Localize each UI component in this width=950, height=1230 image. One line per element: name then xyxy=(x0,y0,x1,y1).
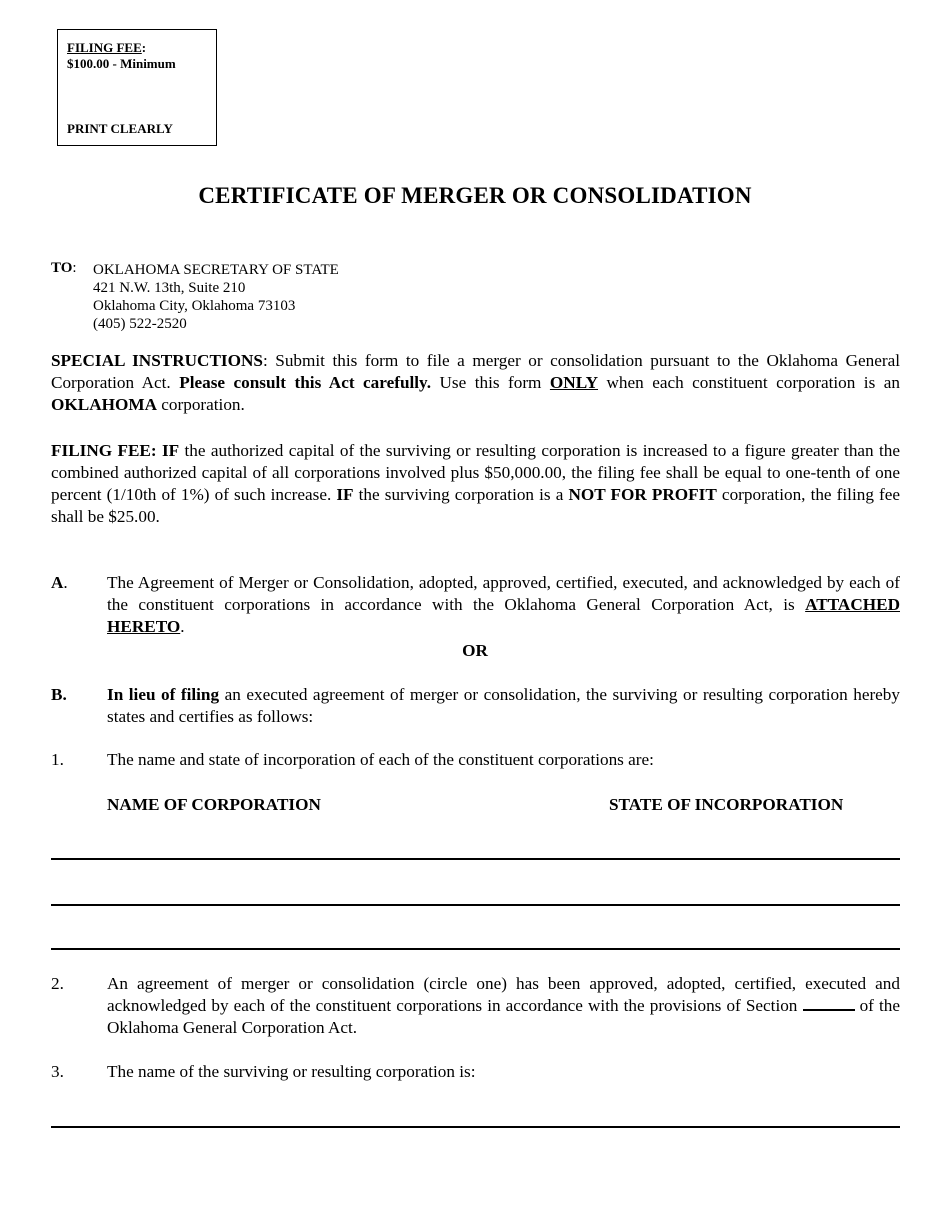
special-instructions: SPECIAL INSTRUCTIONS: Submit this form to file a merger or consolidation pursuant to the Oklahoma General Corporation Act. Please consult this Act carefully. Use this form ONLY when each constituent corporation is an OKLAHOMA corporation. xyxy=(51,351,900,414)
item-3-label: 3. xyxy=(51,1062,64,1081)
print-clearly-note: PRINT CLEARLY xyxy=(67,121,173,136)
address-line: Oklahoma City, Oklahoma 73103 xyxy=(93,298,296,314)
page-title: CERTIFICATE OF MERGER OR CONSOLIDATION xyxy=(198,183,752,208)
item-3-text: The name of the surviving or resulting corporation is: xyxy=(107,1062,476,1081)
item-1-text: The name and state of incorporation of each of the constituent corporations are: xyxy=(107,750,654,769)
item-2-text: An agreement of merger or consolidation (circle one) has been approved, adopted, certified, executed and acknowledged by each of the constituent corporations in accordance with the provisions of Section of the Oklahoma General Corporation Act. xyxy=(107,974,900,1037)
address-line: OKLAHOMA SECRETARY OF STATE xyxy=(93,262,339,278)
surviving-corporation-line[interactable] xyxy=(51,1126,900,1128)
section-number-blank[interactable] xyxy=(803,995,855,1011)
item-a-text: The Agreement of Merger or Consolidation, adopted, approved, certified, executed, and acknowledged by each of the constituent corporations in accordance with the Oklahoma General Corporation Act, is ATTACHED HERETO. xyxy=(107,573,900,636)
column-header-name: NAME OF CORPORATION xyxy=(107,795,321,814)
item-b-label: B. xyxy=(51,685,67,704)
filing-fee-amount: $100.00 - Minimum xyxy=(67,56,176,71)
filing-fee-paragraph: FILING FEE: IF the authorized capital of the surviving or resulting corporation is increased to a figure greater than the combined authorized capital of all corporations involved plus $50,000.00, the filing fee shall be equal to one-tenth of one percent (1/10th of 1%) of such increase. IF the surviving corporation is a NOT FOR PROFIT corporation, the filing fee shall be $25.00. xyxy=(51,441,900,526)
corporation-entry-line-2[interactable] xyxy=(51,904,900,906)
filing-fee-label: FILING FEE: xyxy=(67,40,147,55)
item-a-label: A. xyxy=(51,573,68,592)
item-1-label: 1. xyxy=(51,750,64,769)
column-header-state: STATE OF INCORPORATION xyxy=(609,795,844,814)
address-line: 421 N.W. 13th, Suite 210 xyxy=(93,280,246,296)
filing-fee-box xyxy=(57,29,217,146)
address-line: (405) 522-2520 xyxy=(93,316,187,332)
recipient-address xyxy=(93,261,339,333)
corporation-entry-line-3[interactable] xyxy=(51,948,900,950)
or-separator: OR xyxy=(462,641,488,660)
to-label: TO: xyxy=(51,260,77,276)
item-b-text: In lieu of filing an executed agreement of merger or consolidation, the surviving or resulting corporation hereby states and certifies as follows: xyxy=(107,685,900,726)
item-2-label: 2. xyxy=(51,974,64,993)
corporation-entry-line-1[interactable] xyxy=(51,858,900,860)
